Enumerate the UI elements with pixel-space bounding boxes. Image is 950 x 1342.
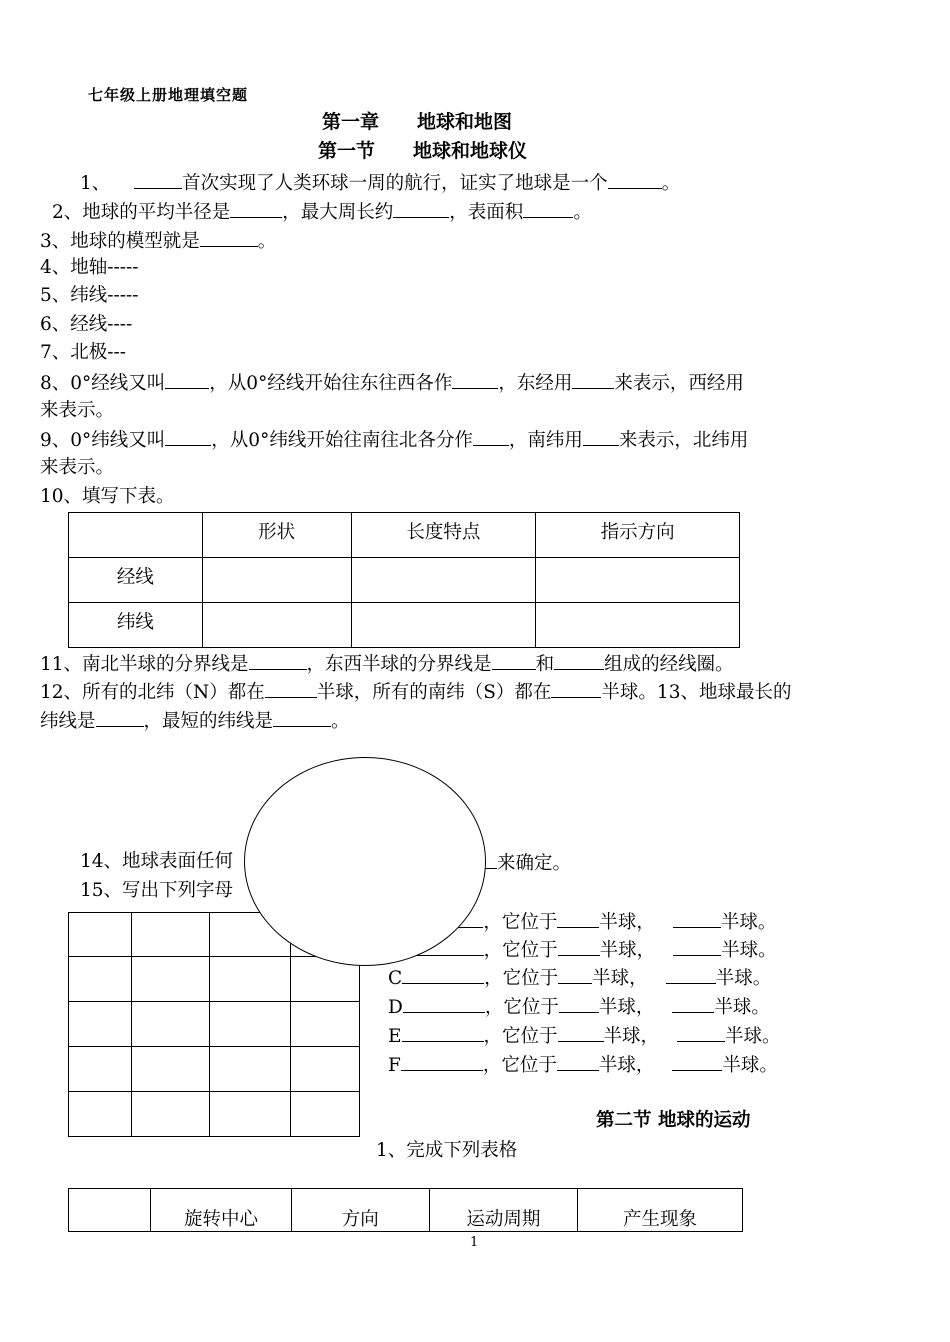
grid-cell — [290, 1047, 359, 1092]
blank[interactable] — [402, 968, 484, 984]
table-header-cell: 长度特点 — [351, 513, 536, 558]
blank[interactable] — [492, 654, 536, 670]
question-3: 3、地球的模型就是 。 — [40, 231, 277, 252]
grid-cell — [290, 1002, 359, 1047]
table-header-cell: 指示方向 — [536, 513, 740, 558]
grid-cell — [69, 957, 132, 1002]
blank[interactable] — [557, 912, 599, 928]
question-5: 5、纬线----- — [40, 285, 139, 306]
grid-cell — [132, 1047, 209, 1092]
blank[interactable] — [200, 231, 258, 247]
grid-cell — [132, 957, 209, 1002]
section-title: 第一节 地球和地球仪 — [318, 140, 528, 162]
grid-cell — [132, 913, 209, 957]
letter-item-b: ，它位于 半球， 半球。 — [388, 940, 777, 961]
question-6: 6、经线---- — [40, 314, 133, 335]
letter-item-c: C ，它位于 半球， 半球。 — [388, 968, 772, 989]
blank[interactable] — [165, 430, 211, 446]
table-header-cell: 形状 — [202, 513, 351, 558]
table-header-cell: 运动周期 — [429, 1189, 577, 1232]
grid-cell — [69, 1002, 132, 1047]
blank[interactable] — [673, 940, 721, 956]
blank[interactable] — [96, 711, 144, 727]
blank[interactable] — [554, 654, 604, 670]
question-4: 4、地轴----- — [40, 257, 139, 278]
question-8-cont: 来表示。 — [40, 400, 115, 421]
table-header-cell: 旋转中心 — [151, 1189, 291, 1232]
globe-circle — [244, 757, 486, 966]
blank[interactable] — [608, 173, 662, 189]
blank[interactable] — [265, 682, 317, 698]
question-14-end: 来确定。 — [483, 853, 571, 874]
question-15: 15、写出下列字母 — [80, 880, 234, 901]
blank[interactable] — [583, 430, 619, 446]
blank[interactable] — [402, 1026, 484, 1042]
meridian-parallel-table — [68, 512, 740, 648]
table-cell[interactable] — [536, 603, 740, 648]
blank[interactable] — [551, 682, 601, 698]
grid-cell — [69, 1047, 132, 1092]
question-1: 1、 首次实现了人类环球一周的航行，证实了地球是一个 。 — [80, 173, 681, 194]
grid-cell — [209, 1047, 290, 1092]
blank[interactable] — [672, 997, 714, 1013]
blank[interactable] — [558, 968, 592, 984]
table-cell[interactable] — [202, 558, 351, 603]
blank[interactable] — [249, 654, 307, 670]
blank[interactable] — [403, 997, 485, 1013]
blank[interactable] — [558, 940, 600, 956]
blank[interactable] — [557, 1055, 599, 1071]
grid-cell — [290, 1092, 359, 1137]
table-cell[interactable] — [202, 603, 351, 648]
letter-item-d: D ，它位于 半球， 半球。 — [388, 997, 770, 1018]
grid-cell — [69, 1092, 132, 1137]
blank[interactable] — [473, 430, 509, 446]
table-cell[interactable] — [351, 558, 536, 603]
grid-cell — [209, 1002, 290, 1047]
table-cell[interactable] — [536, 558, 740, 603]
blank[interactable] — [452, 373, 498, 389]
table-header-cell: 产生现象 — [577, 1189, 742, 1232]
blank[interactable] — [572, 373, 614, 389]
grid-cell — [209, 957, 290, 1002]
question-13: 纬线是 ，最短的纬线是 。 — [40, 711, 350, 732]
question-7: 7、北极--- — [40, 342, 127, 363]
section-2-title: 第二节 地球的运动 — [596, 1110, 751, 1131]
table-header-cell — [69, 513, 203, 558]
question-9: 9、0°纬线又叫 ，从0°纬线开始往南往北各分作 ，南纬用 来表示，北纬用 — [40, 430, 749, 451]
blank[interactable] — [273, 711, 331, 727]
earth-motion-table — [68, 1188, 743, 1232]
question-11: 11、南北半球的分界线是 ，东西半球的分界线是 和 组成的经线圈。 — [40, 654, 734, 675]
letter-item-f: F ，它位于 半球， 半球。 — [388, 1055, 778, 1076]
question-2: 2、地球的平均半径是 ，最大周长约 ，表面积 。 — [52, 202, 592, 223]
blank[interactable] — [230, 202, 282, 218]
blank[interactable] — [672, 1055, 722, 1071]
letter-item-a: ，它位于 半球， 半球。 — [388, 912, 776, 933]
blank[interactable] — [673, 912, 721, 928]
blank[interactable] — [134, 173, 182, 189]
page-number: 1 — [470, 1235, 479, 1250]
blank[interactable] — [666, 968, 716, 984]
table-cell[interactable] — [351, 603, 536, 648]
grid-cell — [132, 1002, 209, 1047]
blank[interactable] — [677, 1026, 725, 1042]
grid-cell — [132, 1092, 209, 1137]
blank[interactable] — [558, 1026, 604, 1042]
table-row-label: 纬线 — [69, 603, 203, 648]
question-14: 14、地球表面任何 — [80, 851, 234, 872]
chapter-title: 第一章 地球和地图 — [322, 111, 513, 133]
table-row-label: 经线 — [69, 558, 203, 603]
letter-item-e: E ，它位于 半球， 半球。 — [388, 1026, 781, 1047]
grid-cell — [69, 913, 132, 957]
question-12: 12、所有的北纬（N）都在 半球，所有的南纬（S）都在 半球。13、地球最长的 — [40, 682, 792, 703]
blank[interactable] — [401, 1055, 483, 1071]
blank[interactable] — [523, 202, 573, 218]
table-header-cell — [69, 1189, 151, 1232]
section-2-question-1: 1、完成下列表格 — [376, 1140, 518, 1161]
question-8: 8、0°经线又叫 ，从0°经线开始往东往西各作 ，东经用 来表示，西经用 — [40, 373, 744, 394]
blank[interactable] — [393, 202, 449, 218]
grid-cell — [209, 1092, 290, 1137]
question-9-cont: 来表示。 — [40, 457, 115, 478]
question-10: 10、填写下表。 — [40, 486, 175, 507]
blank[interactable] — [559, 997, 599, 1013]
document-title: 七年级上册地理填空题 — [88, 86, 249, 104]
blank[interactable] — [165, 373, 209, 389]
table-header-cell: 方向 — [291, 1189, 429, 1232]
